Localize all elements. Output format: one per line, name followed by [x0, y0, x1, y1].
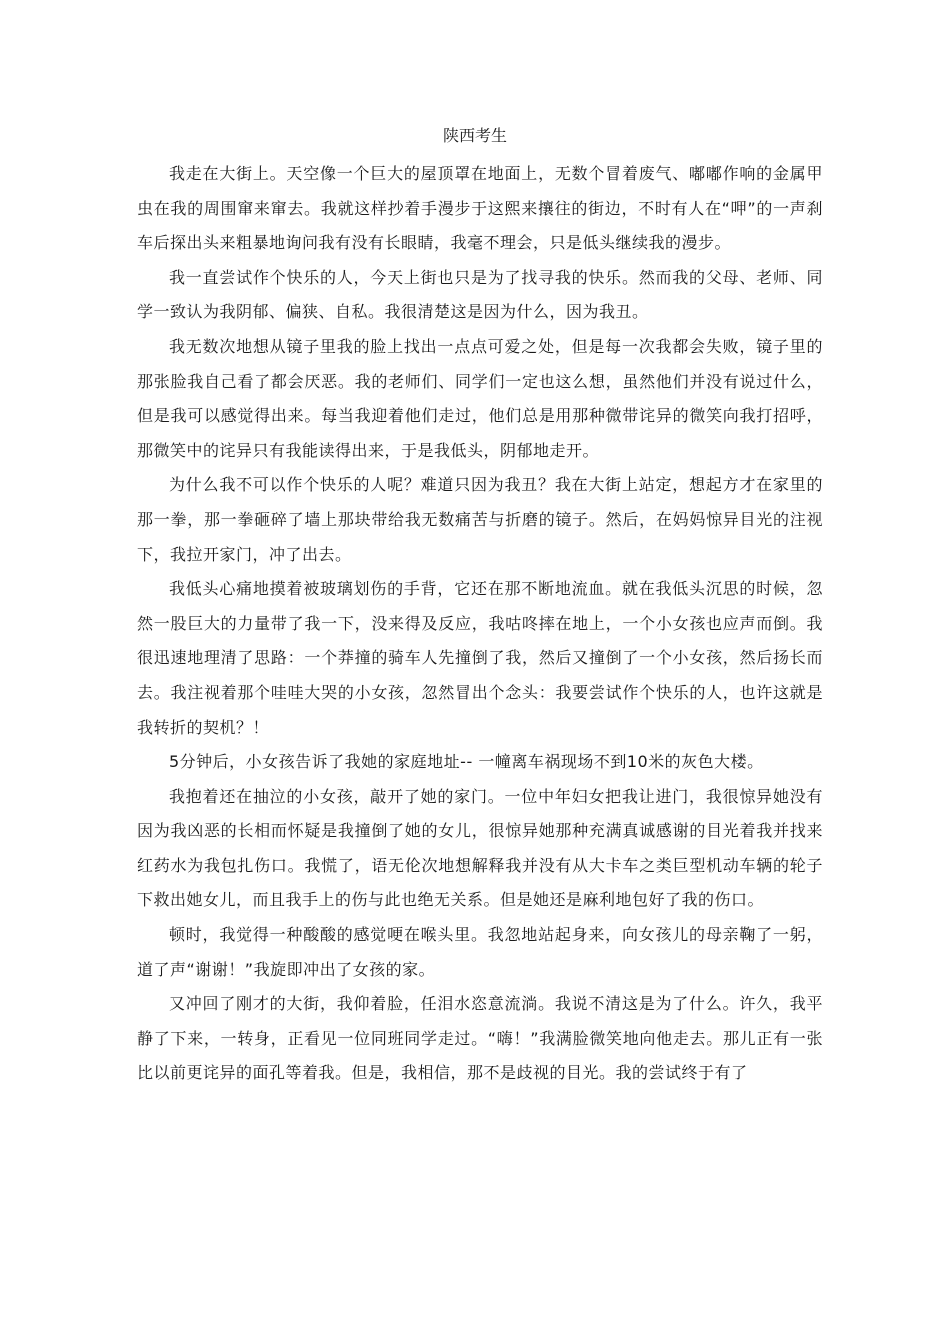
paragraph: 5分钟后，小女孩告诉了我她的家庭地址-- 一幢离车祸现场不到10米的灰色大楼。 [169, 752, 764, 772]
paragraph: 我走在大街上。天空像一个巨大的屋顶罩在地面上，无数个冒着废气、嘟嘟作响的金属甲虫在我的周围窜来窜去。我就这样抄着手漫步于这熙来攘往的街边，不时有人在“呷”的一声刹车后探出头来粗暴地询问我有没有长眼睛，我毫不理会，只是低头继续我的漫步。 [137, 164, 823, 253]
paragraph: 顿时，我觉得一种酸酸的感觉哽在喉头里。我忽地站起身来，向女孩儿的母亲鞠了一躬，道了声“谢谢！”我旋即冲出了女孩的家。 [137, 925, 823, 979]
paragraph: 为什么我不可以作个快乐的人呢？难道只因为我丑？我在大街上站定，想起方才在家里的那一拳，那一拳砸碎了墙上那块带给我无数痛苦与折磨的镜子。然后，在妈妈惊异目光的注视下，我拉开家门，冲了出去。 [137, 475, 823, 564]
paragraph: 我低头心痛地摸着被玻璃划伤的手背，它还在那不断地流血。就在我低头沉思的时候，忽然一股巨大的力量带了我一下，没来得及反应，我咕咚摔在地上，一个小女孩也应声而倒。我很迅速地理清了思路：一个莽撞的骑车人先撞倒了我，然后又撞倒了一个小女孩，然后扬长而去。我注视着那个哇哇大哭的小女孩，忽然冒出个念头：我要尝试作个快乐的人，也许这就是我转折的契机？！ [137, 579, 823, 737]
document-title: 陕西考生 [442, 126, 507, 145]
paragraph: 我无数次地想从镜子里我的脸上找出一点点可爱之处，但是每一次我都会失败，镜子里的那张脸我自己看了都会厌恶。我的老师们、同学们一定也这么想，虽然他们并没有说过什么，但是我可以感觉得出来。每当我迎着他们走过，他们总是用那种微带诧异的微笑向我打招呼，那微笑中的诧异只有我能读得出来，于是我低头，阴郁地走开。 [137, 336, 823, 460]
paragraph: 我一直尝试作个快乐的人，今天上街也只是为了找寻我的快乐。然而我的父母、老师、同学一致认为我阴郁、偏狭、自私。我很清楚这是因为什么，因为我丑。 [137, 267, 823, 322]
paragraph: 我抱着还在抽泣的小女孩，敲开了她的家门。一位中年妇女把我让进门，我很惊异她没有因为我凶恶的长相而怀疑是我撞倒了她的女儿，很惊异她那种充满真诚感谢的目光着我并找来红药水为我包扎伤口。我慌了，语无伦次地想解释我并没有从大卡车之类巨型机动车辆的轮子下救出她女儿，而且我手上的伤与此也绝无关系。但是她还是麻利地包好了我的伤口。 [137, 786, 823, 910]
paragraph: 又冲回了刚才的大街，我仰着脸，任泪水恣意流淌。我说不清这是为了什么。许久，我平静了下来，一转身，正看见一位同班同学走过。“嗨！”我满脸微笑地向他走去。那儿正有一张比以前更诧异的面孔等着我。但是，我相信，那不是歧视的目光。我的尝试终于有了 [137, 994, 823, 1083]
document-body [137, 157, 823, 1091]
